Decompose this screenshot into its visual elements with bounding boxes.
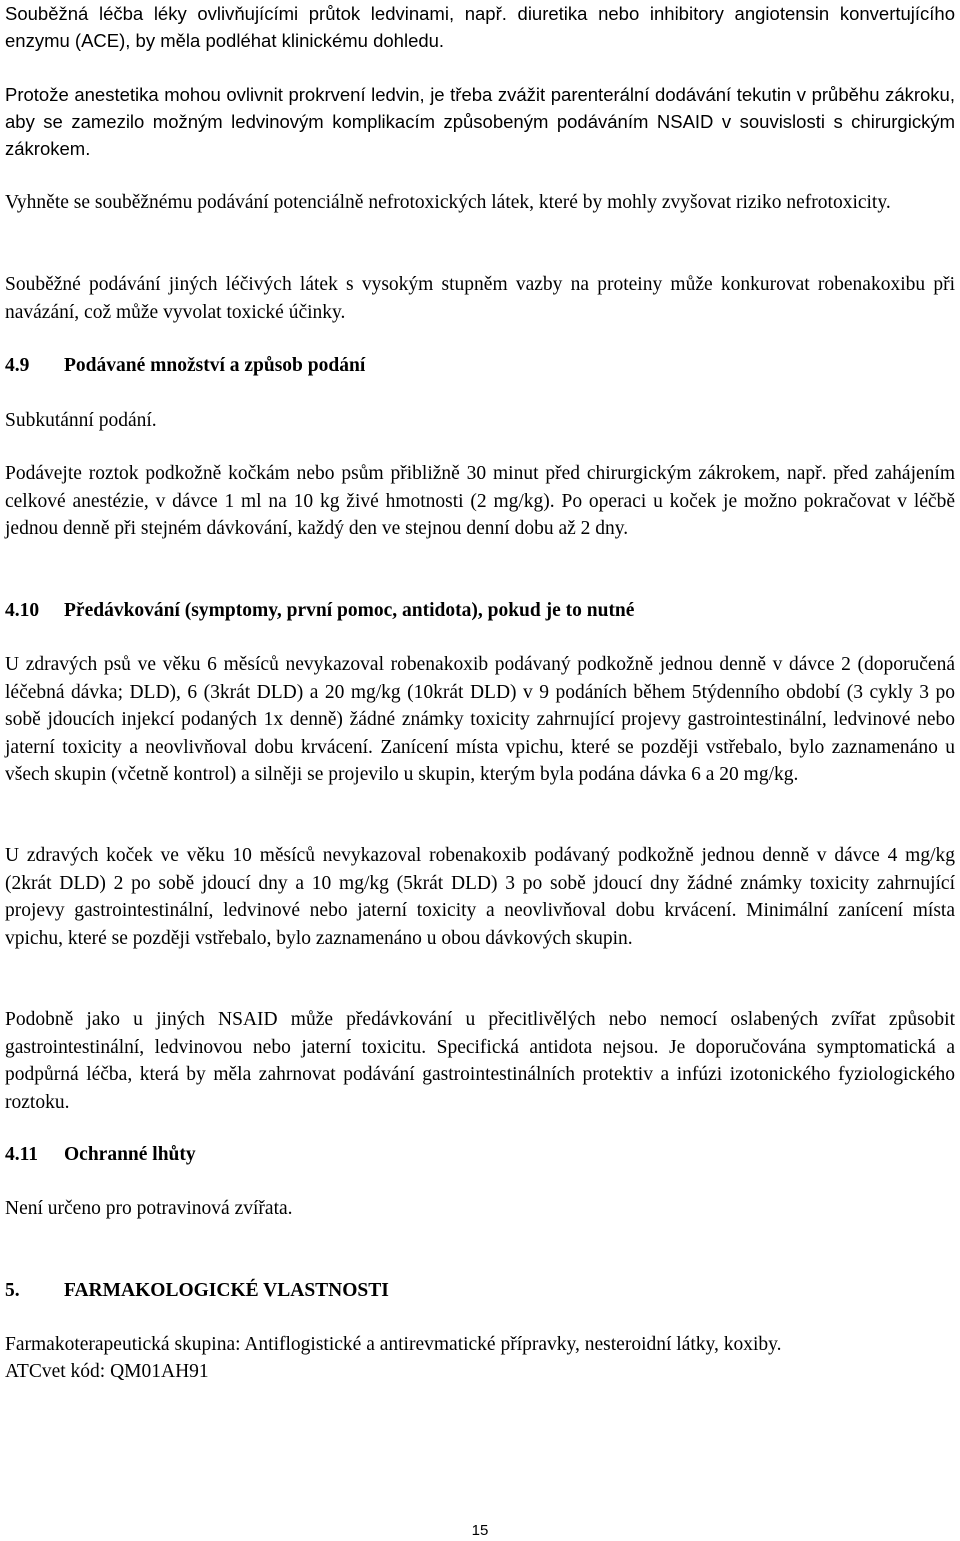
heading-section-5 xyxy=(5,1277,955,1304)
paragraph-overdose-dogs: U zdravých psů ve věku 6 měsíců nevykazoval robenakoxib podávaný podkožně jednou denně v dávce 2 (doporučená léčebná dávka; DLD), 6 (3krát DLD) a 20 mg/kg (10krát DLD) v 9 podáních během 5týdenního období (3 cykly 3 po sobě jdoucích injekcí podaných 1x denně) žádné známky toxicity zahrnující projevy gastrointestinální, ledvinové nebo jaterní toxicity a neovlivňoval dobu krvácení. Zanícení místa vpichu, které se později vstřebalo, bylo zaznamenáno u všech skupin (včetně kontrol) a silněji se projevilo u skupin, kterým byla podána dávka 6 a 20 mg/kg. xyxy=(5,654,955,785)
section-title: Ochranné lhůty xyxy=(64,1144,196,1165)
paragraph-overdose-cats: U zdravých koček ve věku 10 měsíců nevykazoval robenakoxib podávaný podkožně jednou denně v dávce 4 mg/kg (2krát DLD) 2 po sobě jdoucí dny a 10 mg/kg (5krát DLD) 3 po sobě jdoucí dny žádné známky toxicity zahrnující projevy gastrointestinální, ledvinové nebo jaterní toxicity a neovlivňoval dobu krvácení. Minimální zanícení místa vpichu, které se později vstřebalo, bylo zaznamenáno u obou dávkových skupin. xyxy=(5,845,955,949)
section-number: 4.11 xyxy=(5,1144,39,1165)
section-number: 4.10 xyxy=(5,600,40,621)
page-number: 15 xyxy=(471,1522,489,1539)
paragraph-interactions-continued: Souběžná léčba léky ovlivňujícími průtok ledvinami, např. diuretika nebo inhibitory angiotensin konvertujícího enzymu (ACE), by měla podléhat klinickému dohledu. xyxy=(5,3,955,51)
paragraph-anesthetics: Protože anestetika mohou ovlivnit prokrvení ledvin, je třeba zvážit parenterální dodávání tekutin v průběhu zákroku, aby se zamezilo možným ledvinovým komplikacím způsobeným podáváním NSAID v souvislosti s chirurgickým zákrokem. xyxy=(5,84,955,159)
heading-section-4-11 xyxy=(5,1141,955,1168)
section-title: Předávkování (symptomy, první pomoc, antidota), pokud je to nutné xyxy=(64,600,635,621)
section-title: Podávané množství a způsob podání xyxy=(64,355,366,376)
paragraph-dosage: Podávejte roztok podkožně kočkám nebo psům přibližně 30 minut před chirurgickým zákrokem, např. před zahájením celkové anestézie, v dávce 1 ml na 10 kg živé hmotnosti (2 mg/kg). Po operaci u koček je možno pokračovat v léčbě jednou denně při stejném dávkování, každý den ve stejnou denní dobu až 2 dny. xyxy=(5,463,955,539)
paragraph-route: Subkutánní podání. xyxy=(5,410,157,431)
paragraph-pharmacotherapeutic-group: Farmakoterapeutická skupina: Antiflogistické a antirevmatické přípravky, nesteroidní látky, koxiby. xyxy=(5,1334,782,1355)
section-number: 5. xyxy=(5,1280,20,1301)
paragraph-protein-binding: Souběžné podávání jiných léčivých látek s vysokým stupněm vazby na proteiny může konkurovat robenakoxibu při navázání, což může vyvolat toxické účinky. xyxy=(5,274,955,323)
paragraph-atc-code: ATCvet kód: QM01AH91 xyxy=(5,1361,209,1382)
paragraph-withdrawal: Není určeno pro potravinová zvířata. xyxy=(5,1198,293,1219)
section-number: 4.9 xyxy=(5,355,30,376)
heading-section-4-10 xyxy=(5,597,955,624)
section-title: FARMAKOLOGICKÉ VLASTNOSTI xyxy=(64,1280,389,1301)
paragraph-nephrotoxic: Vyhněte se souběžnému podávání potenciálně nefrotoxických látek, které by mohly zvyšovat riziko nefrotoxicity. xyxy=(5,192,891,213)
paragraph-overdose-nsaid: Podobně jako u jiných NSAID může předávkování u přecitlivělých nebo nemocí oslabených zvířat způsobit gastrointestinální, ledvinovou nebo jaterní toxicitu. Specifická antidota nejsou. Je doporučována symptomatická a podpůrná léčba, která by měla zahrnovat podávání gastrointestinálních protektiv a infúzi izotonického fyziologického roztoku. xyxy=(5,1009,955,1113)
heading-section-4-9 xyxy=(5,352,955,379)
